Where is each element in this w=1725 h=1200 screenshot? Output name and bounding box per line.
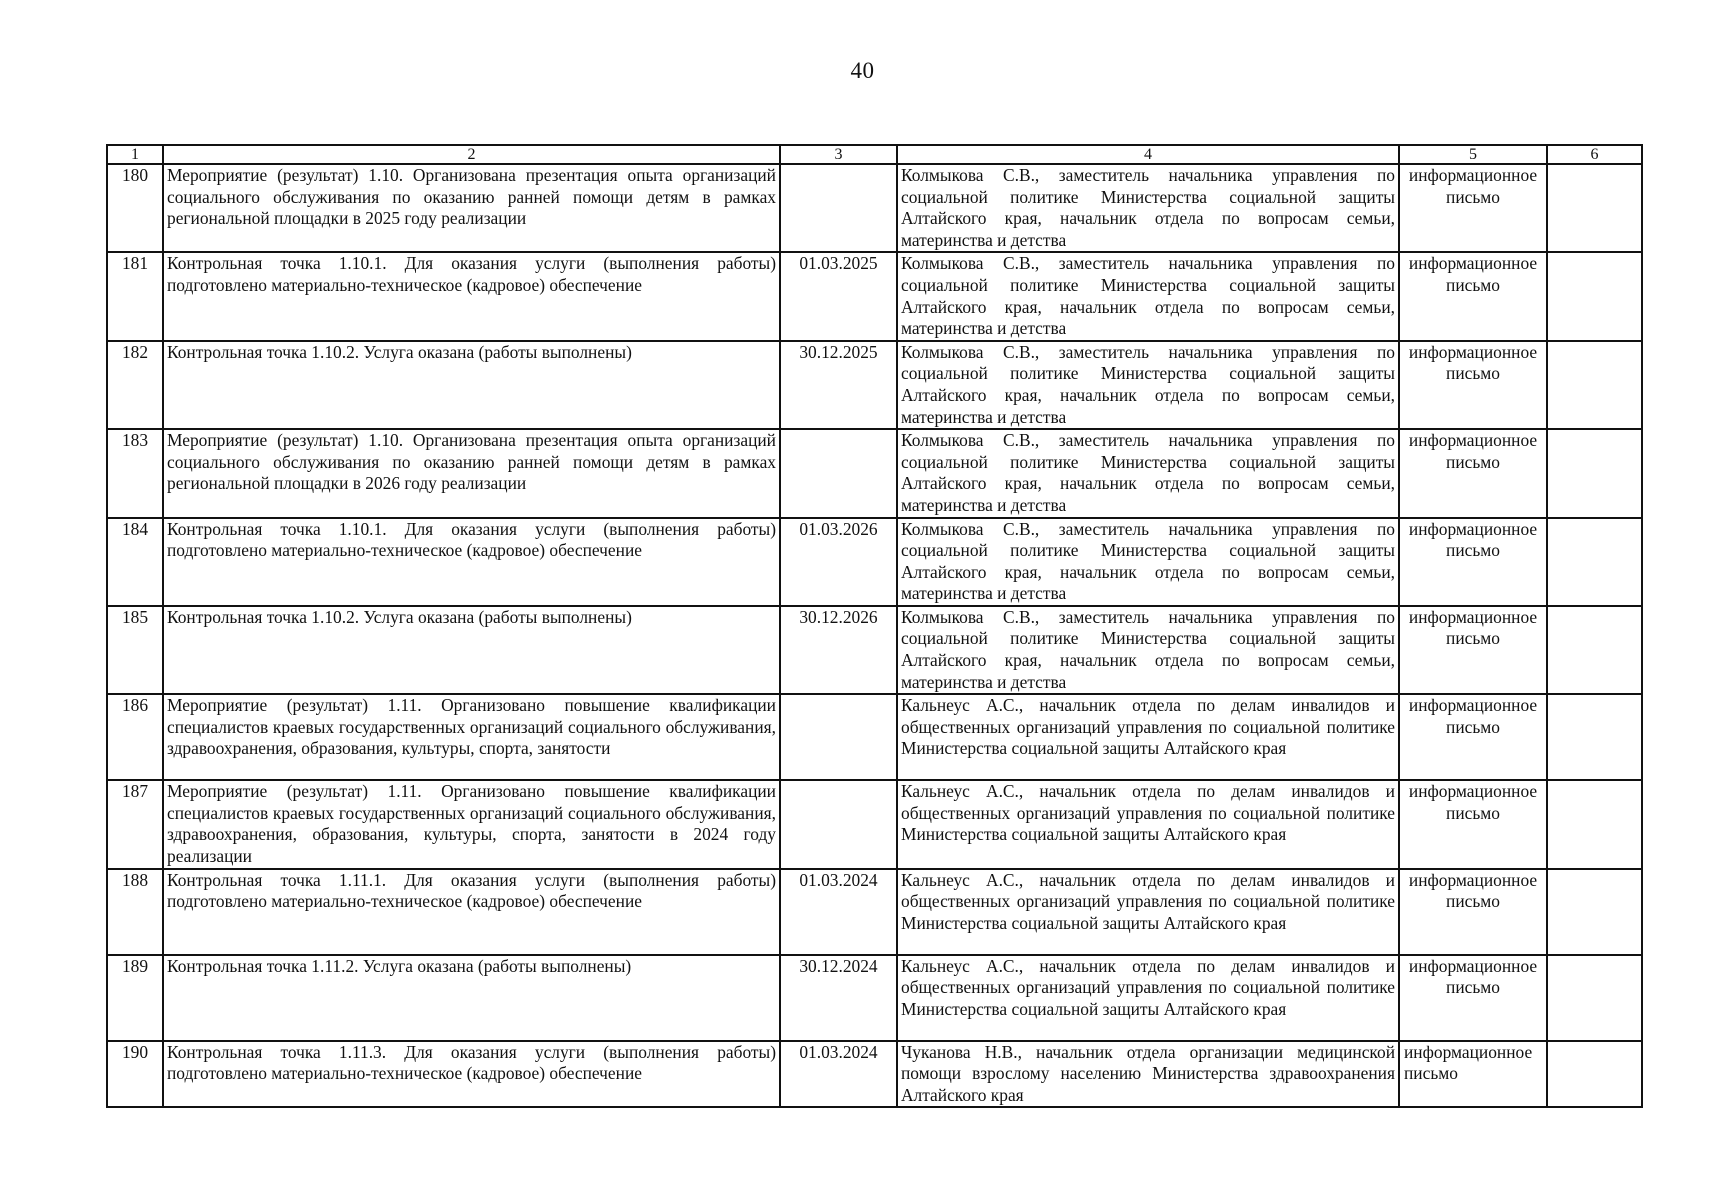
row-extra <box>1547 252 1642 340</box>
row-date: 01.03.2024 <box>780 1041 897 1108</box>
table-row <box>107 780 1642 868</box>
row-document: информационное письмо <box>1399 429 1547 517</box>
row-document: информационное письмо <box>1399 518 1547 606</box>
table-row <box>107 869 1642 955</box>
row-date <box>780 164 897 252</box>
row-responsible: Кальнеус А.С., начальник отдела по делам инвалидов и общественных организаций управления по социальной политике Министерства социальной защиты Алтайского края <box>897 869 1399 955</box>
row-description: Контрольная точка 1.11.3. Для оказания услуги (выполнения работы) подготовлено материально-техническое (кадровое) обеспечение <box>163 1041 780 1108</box>
row-responsible: Колмыкова С.В., заместитель начальника управления по социальной политике Министерства социальной защиты Алтайского края, начальник отдела по вопросам семьи, материнства и детства <box>897 164 1399 252</box>
table-header-row <box>107 145 1642 164</box>
column-header-5: 5 <box>1399 145 1547 164</box>
row-document: информационное письмо <box>1399 694 1547 780</box>
row-description: Мероприятие (результат) 1.11. Организовано повышение квалификации специалистов краевых государственных организаций социального обслуживания, здравоохранения, образования, культуры, спорта, занятости в 2024 году реализации <box>163 780 780 868</box>
column-header-4: 4 <box>897 145 1399 164</box>
row-date: 01.03.2025 <box>780 252 897 340</box>
row-extra <box>1547 955 1642 1041</box>
row-number: 181 <box>107 252 163 340</box>
row-number: 187 <box>107 780 163 868</box>
row-document: информационное письмо <box>1399 780 1547 868</box>
row-number: 186 <box>107 694 163 780</box>
row-extra <box>1547 694 1642 780</box>
row-extra <box>1547 164 1642 252</box>
row-date: 30.12.2024 <box>780 955 897 1041</box>
row-document: информационное письмо <box>1399 164 1547 252</box>
row-responsible: Колмыкова С.В., заместитель начальника управления по социальной политике Министерства социальной защиты Алтайского края, начальник отдела по вопросам семьи, материнства и детства <box>897 341 1399 429</box>
row-description: Мероприятие (результат) 1.11. Организовано повышение квалификации специалистов краевых государственных организаций социального обслуживания, здравоохранения, образования, культуры, спорта, занятости <box>163 694 780 780</box>
row-responsible: Кальнеус А.С., начальник отдела по делам инвалидов и общественных организаций управления по социальной политике Министерства социальной защиты Алтайского края <box>897 955 1399 1041</box>
row-number: 188 <box>107 869 163 955</box>
table-row <box>107 164 1642 252</box>
row-responsible: Кальнеус А.С., начальник отдела по делам инвалидов и общественных организаций управления по социальной политике Министерства социальной защиты Алтайского края <box>897 694 1399 780</box>
table-row <box>107 429 1642 517</box>
column-header-1: 1 <box>107 145 163 164</box>
row-number: 184 <box>107 518 163 606</box>
row-extra <box>1547 869 1642 955</box>
plan-table <box>106 144 1643 1108</box>
table-row <box>107 518 1642 606</box>
table-row <box>107 341 1642 429</box>
row-description: Контрольная точка 1.11.2. Услуга оказана (работы выполнены) <box>163 955 780 1041</box>
row-description: Мероприятие (результат) 1.10. Организована презентация опыта организаций социального обслуживания по оказанию ранней помощи детям в рамках региональной площадки в 2026 году реализации <box>163 429 780 517</box>
row-responsible: Колмыкова С.В., заместитель начальника управления по социальной политике Министерства социальной защиты Алтайского края, начальник отдела по вопросам семьи, материнства и детства <box>897 252 1399 340</box>
page-number: 40 <box>850 58 875 83</box>
row-extra <box>1547 606 1642 694</box>
row-document: информационное письмо <box>1399 252 1547 340</box>
row-description: Мероприятие (результат) 1.10. Организована презентация опыта организаций социального обслуживания по оказанию ранней помощи детям в рамках региональной площадки в 2025 году реализации <box>163 164 780 252</box>
row-extra <box>1547 518 1642 606</box>
table-row <box>107 1041 1642 1108</box>
row-document: информационное письмо <box>1399 1041 1547 1108</box>
row-number: 190 <box>107 1041 163 1108</box>
row-date: 01.03.2026 <box>780 518 897 606</box>
table-row <box>107 606 1642 694</box>
row-number: 183 <box>107 429 163 517</box>
row-extra <box>1547 780 1642 868</box>
row-document: информационное письмо <box>1399 606 1547 694</box>
row-document: информационное письмо <box>1399 955 1547 1041</box>
row-extra <box>1547 429 1642 517</box>
row-description: Контрольная точка 1.10.2. Услуга оказана (работы выполнены) <box>163 606 780 694</box>
row-responsible: Чуканова Н.В., начальник отдела организации медицинской помощи взрослому населению Министерства здравоохранения Алтайского края <box>897 1041 1399 1108</box>
row-responsible: Колмыкова С.В., заместитель начальника управления по социальной политике Министерства социальной защиты Алтайского края, начальник отдела по вопросам семьи, материнства и детства <box>897 429 1399 517</box>
row-responsible: Кальнеус А.С., начальник отдела по делам инвалидов и общественных организаций управления по социальной политике Министерства социальной защиты Алтайского края <box>897 780 1399 868</box>
row-document: информационное письмо <box>1399 341 1547 429</box>
row-extra <box>1547 1041 1642 1108</box>
row-date <box>780 429 897 517</box>
row-number: 189 <box>107 955 163 1041</box>
row-description: Контрольная точка 1.10.1. Для оказания услуги (выполнения работы) подготовлено материально-техническое (кадровое) обеспечение <box>163 518 780 606</box>
row-date: 30.12.2025 <box>780 341 897 429</box>
column-header-2: 2 <box>163 145 780 164</box>
row-number: 185 <box>107 606 163 694</box>
row-responsible: Колмыкова С.В., заместитель начальника управления по социальной политике Министерства социальной защиты Алтайского края, начальник отдела по вопросам семьи, материнства и детства <box>897 606 1399 694</box>
row-date: 01.03.2024 <box>780 869 897 955</box>
row-date: 30.12.2026 <box>780 606 897 694</box>
row-date <box>780 694 897 780</box>
column-header-3: 3 <box>780 145 897 164</box>
table-row <box>107 694 1642 780</box>
row-responsible: Колмыкова С.В., заместитель начальника управления по социальной политике Министерства социальной защиты Алтайского края, начальник отдела по вопросам семьи, материнства и детства <box>897 518 1399 606</box>
row-number: 180 <box>107 164 163 252</box>
row-date <box>780 780 897 868</box>
row-description: Контрольная точка 1.11.1. Для оказания услуги (выполнения работы) подготовлено материально-техническое (кадровое) обеспечение <box>163 869 780 955</box>
row-document: информационное письмо <box>1399 869 1547 955</box>
column-header-6: 6 <box>1547 145 1642 164</box>
table-row <box>107 955 1642 1041</box>
row-description: Контрольная точка 1.10.2. Услуга оказана (работы выполнены) <box>163 341 780 429</box>
table-row <box>107 252 1642 340</box>
row-extra <box>1547 341 1642 429</box>
row-description: Контрольная точка 1.10.1. Для оказания услуги (выполнения работы) подготовлено материально-техническое (кадровое) обеспечение <box>163 252 780 340</box>
row-number: 182 <box>107 341 163 429</box>
